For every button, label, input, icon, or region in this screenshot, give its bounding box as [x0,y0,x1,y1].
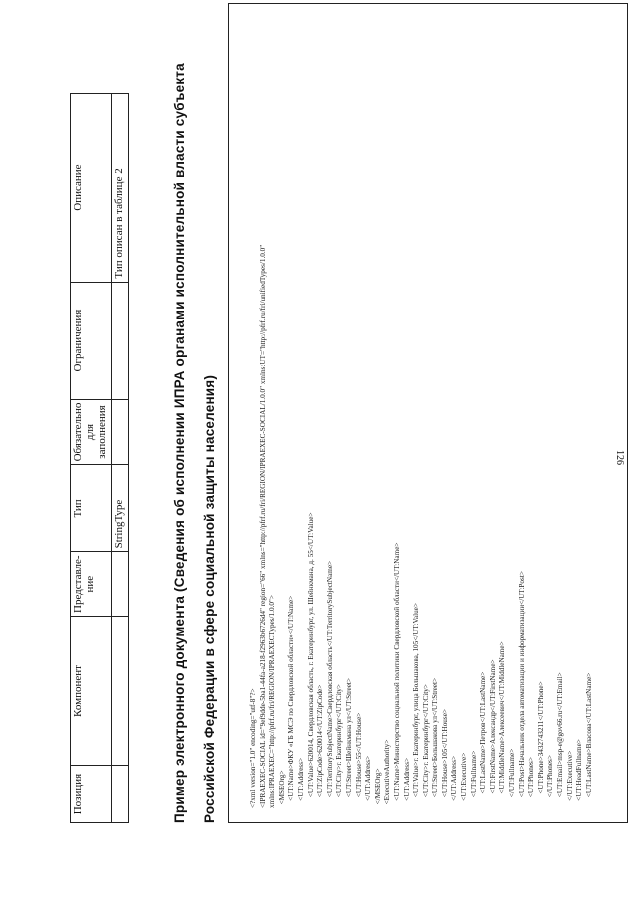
xml-code-line: <UT:Fullname> [469,750,478,808]
xml-code-line: <UT:Address> [402,757,411,808]
xml-code-line: <UT:Phones> [527,757,536,808]
table-header-row [71,93,112,822]
header-representation: Представле-ние [71,552,112,617]
xml-code-line: <UT:House>105</UT:House> [440,709,449,808]
xml-code-line: </MSEOrg> [373,768,382,808]
xml-example-box [228,3,628,823]
specification-table [70,93,129,823]
xml-code [229,4,600,822]
header-component: Компонент [71,617,112,766]
xml-code-line: <UT:ZipCode>620014</UT:ZipCode> [316,684,325,808]
xml-code-line: </UT:Executive> [565,750,574,808]
cell-restrictions [112,282,129,399]
xml-code-line: <UT:HeadFullname> [575,739,584,808]
xml-code-line: <UT:Value>г. Екатеринбург, улица Большакова, 105</UT:Value> [412,603,421,808]
xml-code-line: <UT:Phone>3432743211</UT:Phone> [536,681,545,808]
header-position: Позиция [71,766,112,823]
xml-code-line: <UT:LastName>Власова</UT:LastName> [584,672,593,808]
xml-code-line: </UT:Address> [364,755,373,808]
xml-code-line: <UT:Post>Начальник отдела автоматизации и информатизации</UT:Post> [517,571,526,808]
xml-code-line: <UT:LastName>Петров</UT:LastName> [479,671,488,808]
xml-code-line: <IPRAEXEC-SOCIAL id="9ef9dde-5ba1-44fa-a218-f2963b6726d4" region="66" xmlns="http://pfrf.ru/fri/REGION/IPRAEXEC-SOCIAL/1.0.0" xmlns:UT="http://pfrf.ru/fri/unifiedTypes/1.0.0" [258,244,267,808]
xml-code-line: <UT:Value>620014, Свердловская область, г. Екатеринбург, ул. Шейнкмана, д. 55</UT:Value> [306,512,315,808]
xml-code-line: <UT:Street>Большакова ул</UT:Street> [431,677,440,808]
cell-type: StringType [112,465,129,552]
xml-code-line: <UT:MiddleName>Алексеевич</UT:MiddleName> [498,641,507,808]
xml-code-line: <UT:Name>ФКУ «ГБ МСЭ по Свердловской области»</UT:Name> [287,595,296,808]
cell-position [112,766,129,823]
xml-code-line: <UT:Executive> [460,752,469,808]
header-required: Обязательно для заполнения [71,399,112,465]
cell-representation [112,552,129,617]
xml-code-line: <UT:House>55</UT:House> [354,712,363,808]
header-type: Тип [71,465,112,552]
xml-code-line: </UT:Address> [450,755,459,808]
xml-code-line: </UT:Phones> [546,755,555,808]
xml-code-line: <MSEOrg> [277,770,286,808]
header-description: Описание [71,93,112,282]
xml-code-line: <UT:Address> [296,757,305,808]
xml-code-line: <UT:City>г. Екатеринбург</UT:City> [335,684,344,808]
cell-component [112,617,129,766]
table-row [112,93,129,822]
xml-code-line: <UT:Name>Министерство социальной политики Свердловской области</UT:Name> [392,542,401,808]
xml-code-line: <UT:Email>msp-e@gov66.ru</UT:Email> [556,672,564,808]
cell-description: Тип описан в таблице 2 [112,93,129,282]
xml-code-line: <ExecutiveAuthority> [383,739,392,808]
xml-code-line: <UT:FirstName>Александр</UT:FirstName> [488,659,497,808]
xml-code-line: <UT:Street>Шейнкмана ул</UT:Street> [344,678,353,808]
xml-code-line: </UT:Fullname> [508,748,517,808]
page-number: 126 [614,450,625,465]
xml-code-line: <UT:TerritorySubjectName>Свердловская область</UT:TerritorySubjectName> [325,560,334,808]
xml-code-line: <UT:City>г. Екатеринбург</UT:City> [421,684,430,808]
xml-code-line: <?xml version="1.0" encoding="utf-8"?> [249,688,257,808]
header-restrictions: Ограничения [71,282,112,399]
xml-code-line: xmlns:IPRAEXEC="http://pfrf.ru/fri/REGION/IPRAEXECTypes/1.0.0"> [268,595,277,808]
example-heading: Пример электронного документа (Сведения об исполнении ИПРА органами исполнительной власти субъекта Российской Федерации в сфере социальной защиты населения) [172,63,217,823]
cell-required [112,399,129,465]
